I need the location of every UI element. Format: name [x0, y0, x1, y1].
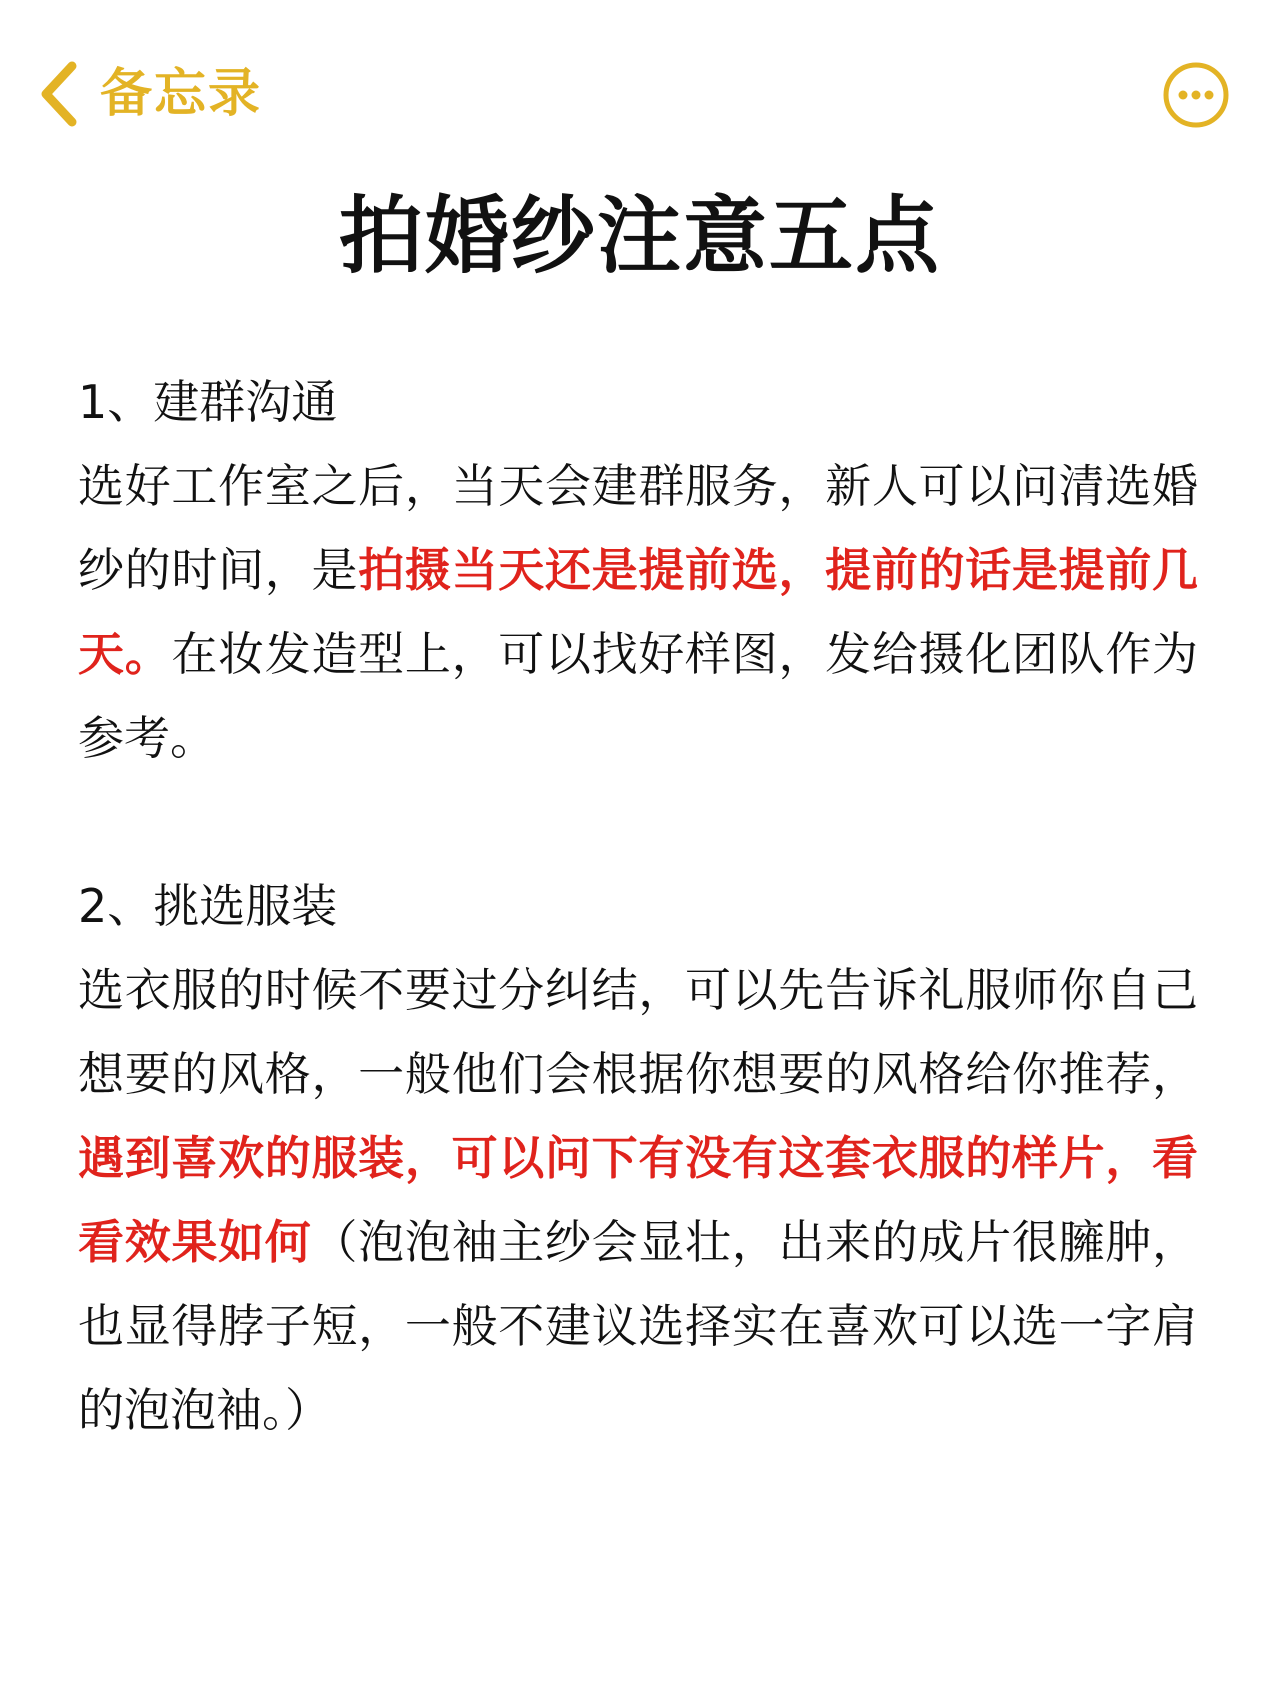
highlighted-text: 遇到喜欢的服装，可以问下有没有这套衣服的样片，看看效果如何	[78, 1131, 1198, 1269]
body-text: （泡泡袖主纱会显壮，出来的成片很臃肿，也显得脖子短，一般不建议选择实在喜欢可以选一字肩的泡泡袖。）	[78, 1215, 1199, 1437]
more-ellipsis-icon[interactable]	[1161, 60, 1231, 130]
navigation-bar	[0, 0, 1280, 180]
highlighted-text: 拍摄当天还是提前选，提前的话是提前几天。	[78, 543, 1199, 681]
chevron-left-icon	[36, 56, 80, 132]
section-body	[78, 948, 1198, 1452]
note-section	[78, 360, 1198, 780]
section-heading: 2、挑选服装	[78, 879, 338, 933]
body-text: 选好工作室之后，当天会建群服务，新人可以问清选婚纱的时间，是	[78, 459, 1198, 597]
section-body	[78, 444, 1198, 780]
body-text: 在妆发造型上，可以找好样图，发给摄化团队作为参考。	[78, 627, 1199, 765]
section-heading: 1、建群沟通	[78, 375, 338, 429]
note-section	[78, 864, 1198, 1452]
body-text: 选衣服的时候不要过分纠结，可以先告诉礼服师你自己想要的风格，一般他们会根据你想要的风格给你推荐，	[78, 963, 1198, 1101]
note-title: 拍婚纱注意五点	[338, 187, 941, 285]
back-label: 备忘录	[100, 64, 263, 124]
back-button[interactable]	[36, 56, 262, 132]
note-content	[78, 360, 1198, 1452]
